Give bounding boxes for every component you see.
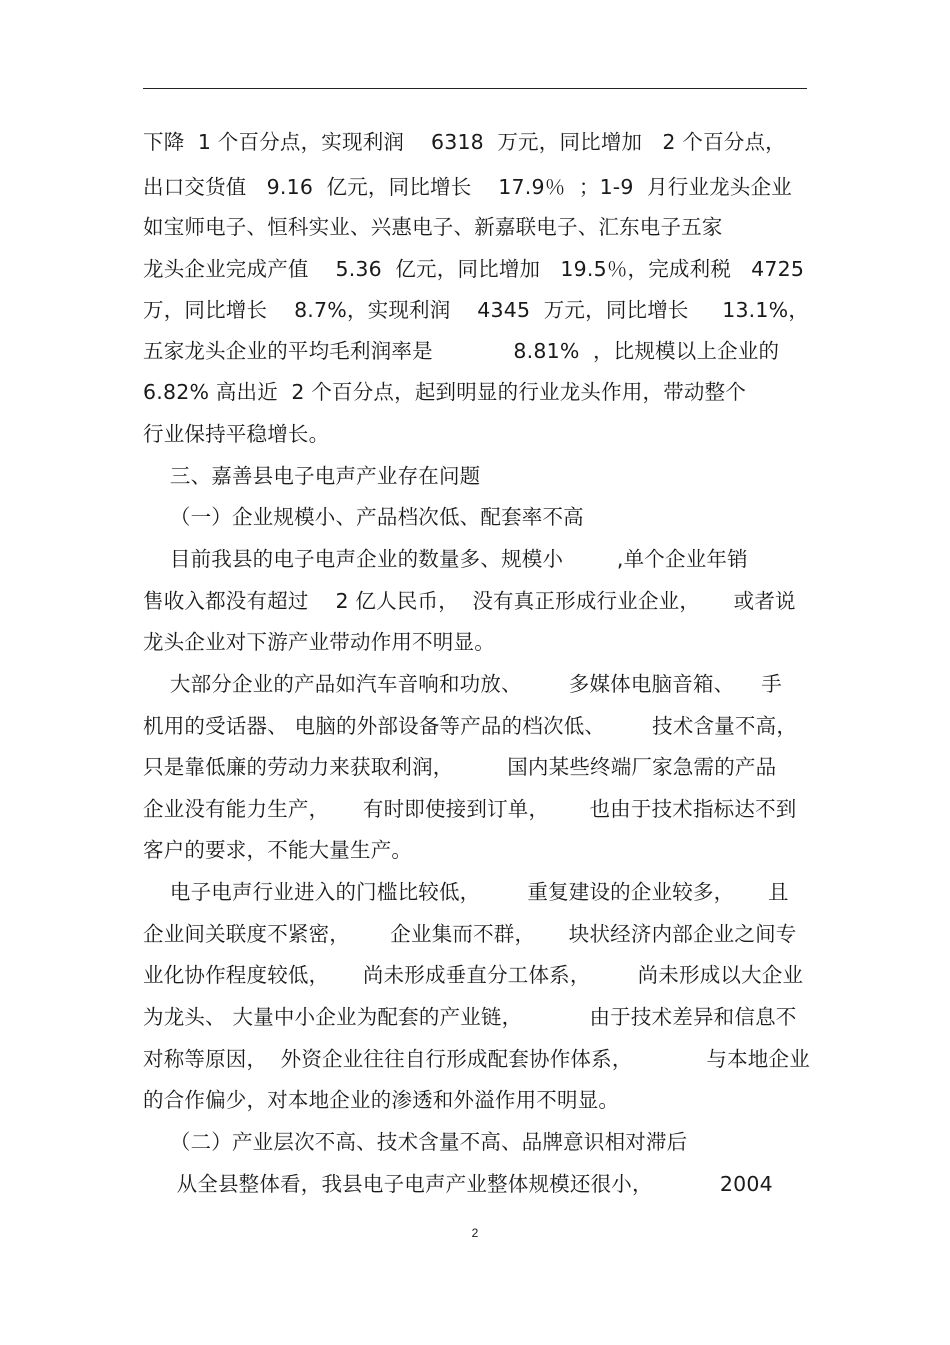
text-line: 为龙头、 大量中小企业为配套的产业链， 由于技术差异和信息不 <box>143 1005 797 1029</box>
text-line: 只是靠低廉的劳动力来获取利润， 国内某些终端厂家急需的产品 <box>143 755 777 779</box>
text-line: 业化协作程度较低， 尚未形成垂直分工体系， 尚未形成以大企业 <box>143 963 804 987</box>
text-line: 如宝师电子、恒科实业、兴惠电子、新嘉联电子、汇东电子五家 <box>143 215 723 239</box>
text-line: 行业保持平稳增长。 <box>143 422 330 446</box>
text-line: 6.82% 高出近 2 个百分点，起到明显的行业龙头作用，带动整个 <box>143 380 747 404</box>
text-line: 万，同比增长 8.7%，实现利润 4345 万元，同比增长 13.1%， <box>143 298 810 322</box>
subsection-heading: （二）产业层次不高、技术含量不高、品牌意识相对滞后 <box>143 1130 688 1154</box>
text-line: 的合作偏少，对本地企业的渗透和外溢作用不明显。 <box>143 1088 620 1112</box>
text-line: 企业没有能力生产， 有时即使接到订单， 也由于技术指标达不到 <box>143 797 797 821</box>
text-line: 龙头企业完成产值 5.36 亿元，同比增加 19.5％，完成利税 4725 <box>143 257 805 281</box>
subsection-heading: （一）企业规模小、产品档次低、配套率不高 <box>143 505 584 529</box>
section-heading: 三、嘉善县电子电声产业存在问题 <box>143 464 481 488</box>
text-line: 大部分企业的产品如汽车音响和功放、 多媒体电脑音箱、 手 <box>143 672 782 696</box>
text-line: 企业间关联度不紧密， 企业集而不群， 块状经济内部企业之间专 <box>143 922 797 946</box>
text-line: 目前我县的电子电声企业的数量多、规模小 ,单个企业年销 <box>143 547 748 571</box>
text-line: 客户的要求，不能大量生产。 <box>143 838 413 862</box>
text-line: 从全县整体看，我县电子电声产业整体规模还很小， 2004 <box>143 1172 773 1196</box>
text-line: 对称等原因， 外资企业往往自行形成配套协作体系， 与本地企业 <box>143 1047 810 1071</box>
page-number: 2 <box>471 1226 479 1240</box>
text-line: 出口交货值 9.16 亿元，同比增长 17.9％ ；1-9 月行业龙头企业 <box>143 175 792 199</box>
text-line: 五家龙头企业的平均毛利润率是 8.81% ，比规模以上企业的 <box>143 339 780 363</box>
text-line: 机用的受话器、 电脑的外部设备等产品的档次低、 技术含量不高， <box>143 714 798 738</box>
text-line: 售收入都没有超过 2 亿人民币， 没有真正形成行业企业， 或者说 <box>143 589 796 613</box>
text-line: 下降 1 个百分点，实现利润 6318 万元，同比增加 2 个百分点， <box>143 130 786 154</box>
text-line: 龙头企业对下游产业带动作用不明显。 <box>143 630 495 654</box>
text-line: 电子电声行业进入的门槛比较低， 重复建设的企业较多， 且 <box>143 880 789 904</box>
header-rule <box>143 88 807 89</box>
